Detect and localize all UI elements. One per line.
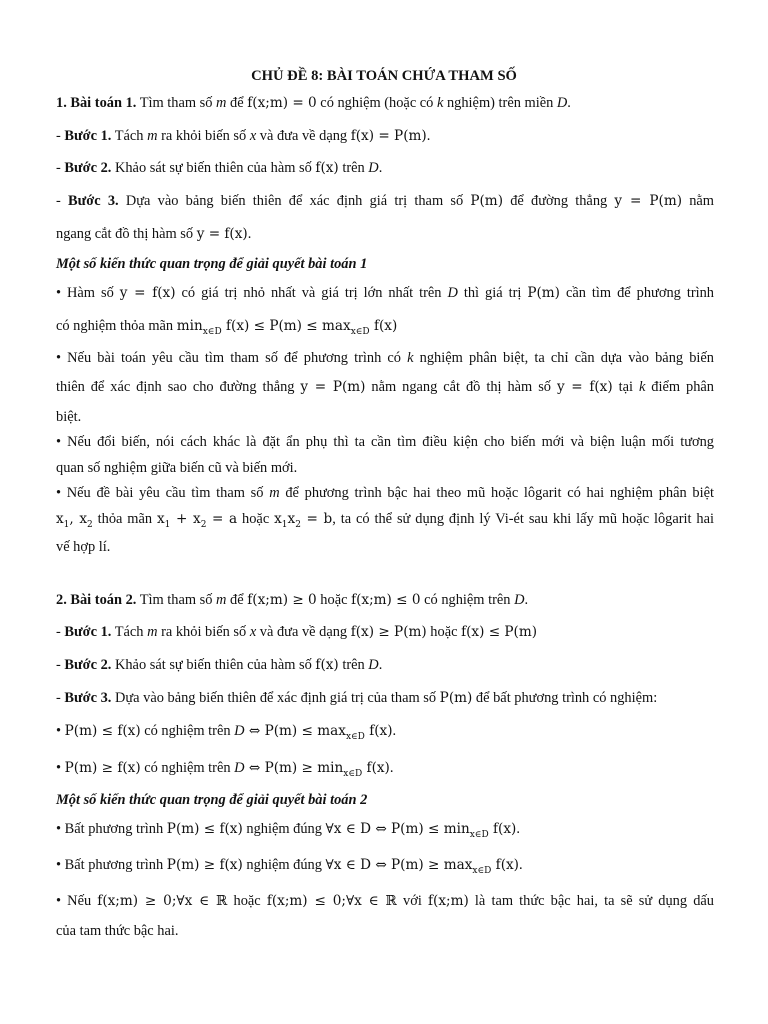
note-1-4-cont: $x_1$, $x_2$ thỏa mãn $x_1 + x_2 = a$ hoặc $x_1x_2 = b$, ta có thể sử dụng định lý Vi-ét sau khi lấy mũ hoặc lôgarit hai (56, 511, 715, 530)
section-heading-1: Một số kiến thức quan trọng để giải quyết bài toán 1 (56, 256, 368, 272)
note-1-2-cont: thiên để xác định sao cho đường thẳng y = P(m) nằm ngang cắt đồ thị hàm số y = f(x) tại k điểm phân (56, 379, 714, 395)
note-1-1-cont: có nghiệm thỏa mãn $\min_{x\in D} f(x) \le P(m) \le \max_{x\in D} f(x)$ (56, 318, 398, 337)
note-2-1: • Bất phương trình P(m) ≤ f(x) nghiệm đúng ∀x ∈ D ⇔ $P(m) \le \min_{x\in D} f(x)$. (56, 821, 520, 840)
problem-1-step-1: - Bước 1. Tách m ra khỏi biến số x và đưa về dạng f(x) = P(m). (56, 128, 431, 144)
note-2-2: • Bất phương trình P(m) ≥ f(x) nghiệm đúng ∀x ∈ D ⇔ $P(m) \ge \max_{x\in D} f(x)$. (56, 857, 523, 876)
note-1-4-end: vế hợp lí. (56, 539, 111, 555)
note-1-2: • Nếu bài toán yêu cầu tìm tham số để phương trình có k nghiệm phân biệt, ta chỉ cần dựa vào bảng biến (56, 350, 714, 366)
problem-2-case-2: • P(m) ≥ f(x) có nghiệm trên D ⇔ $P(m) \ge \min_{x\in D} f(x)$. (56, 760, 394, 779)
problem-1-step-2: - Bước 2. Khảo sát sự biến thiên của hàm số f(x) trên D. (56, 160, 383, 176)
problem-2-step-2: - Bước 2. Khảo sát sự biến thiên của hàm số f(x) trên D. (56, 657, 383, 673)
problem-1-step-3-cont: ngang cắt đồ thị hàm số y = f(x). (56, 226, 252, 242)
problem-2-step-3: - Bước 3. Dựa vào bảng biến thiên để xác định giá trị của tham số P(m) để bất phương trình có nghiệm: (56, 690, 658, 706)
note-1-3-cont: quan số nghiệm giữa biến cũ và biến mới. (56, 460, 298, 476)
note-1-3: • Nếu đổi biến, nói cách khác là đặt ẩn phụ thì ta cần tìm điều kiện cho biến mới và biện luận mối tương (56, 434, 714, 450)
problem-1-step-3: - Bước 3. Dựa vào bảng biến thiên để xác định giá trị tham số P(m) để đường thẳng y = P(m) nằm (56, 193, 715, 209)
problem-2-step-1: - Bước 1. Tách m ra khỏi biến số x và đưa về dạng f(x) ≥ P(m) hoặc f(x) ≤ P(m) (56, 624, 538, 640)
problem-2-case-1: • P(m) ≤ f(x) có nghiệm trên D ⇔ $P(m) \le \max_{x\in D} f(x)$. (56, 723, 397, 742)
problem-1-statement: 1. Bài toán 1. Tìm tham số m để f(x;m) = 0 có nghiệm (hoặc có k nghiệm) trên miền D. (56, 95, 571, 111)
section-heading-2: Một số kiến thức quan trọng để giải quyết bài toán 2 (56, 792, 368, 808)
page-title: CHỦ ĐỀ 8: BÀI TOÁN CHỨA THAM SỐ (251, 68, 517, 84)
note-1-2-end: biệt. (56, 409, 82, 425)
problem-2-statement: 2. Bài toán 2. Tìm tham số m để f(x;m) ≥ 0 hoặc f(x;m) ≤ 0 có nghiệm trên D. (56, 592, 529, 608)
note-2-3: • Nếu f(x;m) ≥ 0;∀x ∈ ℝ hoặc f(x;m) ≤ 0;∀x ∈ ℝ với f(x;m) là tam thức bậc hai, ta sẽ sử dụng dấu (56, 893, 714, 909)
note-1-1: • Hàm số y = f(x) có giá trị nhỏ nhất và giá trị lớn nhất trên D thì giá trị P(m) cần tìm để phương trình (56, 285, 714, 301)
note-2-3-cont: của tam thức bậc hai. (56, 923, 179, 939)
note-1-4: • Nếu đề bài yêu cầu tìm tham số m để phương trình bậc hai theo mũ hoặc lôgarit có hai nghiệm phân biệt (56, 485, 714, 501)
